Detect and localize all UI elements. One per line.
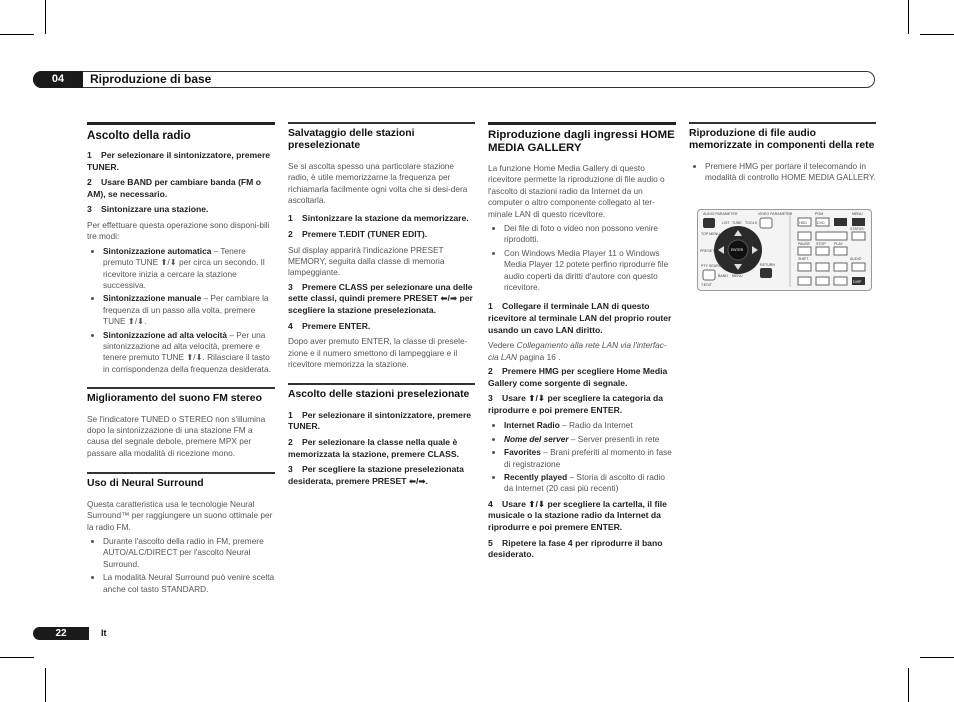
remote-label: PGM [815, 212, 824, 216]
crop-mark [0, 34, 34, 35]
section-title-radio: Ascolto della radio [87, 122, 275, 142]
save-intro: Se si ascolta spesso una particolare stazione radio, è utile memorizzarne la frequenza per richiamarla facilmente ogni volta che si desi-dera ascoltarla. [288, 160, 468, 206]
step-1: 1 Per selezionare il sintonizzatore, premere TUNER. [288, 409, 472, 432]
remote-label: PAUSE [798, 242, 810, 246]
step-5: 5 Ripetere la fase 4 per riprodurre il bano desiderato. [488, 537, 663, 560]
fm-text: Se l'indicatore TUNED o STEREO non s'illumina dopo la sintonizzazione di una stazione FM a causa del segnale debole, premere MPX per passare alla modalità di ricezione mono. [87, 413, 266, 458]
list-item: • Recently played – Storia di ascolto di radio da Internet (20 casi più recenti) [504, 472, 676, 495]
language-code: It [101, 628, 107, 638]
remote-label: PTY SEARCH [701, 264, 724, 268]
step-2: 2 Usare BAND per cambiare banda (FM o AM), se necessario. [87, 177, 261, 199]
list-item: • Sintonizzazione ad alta velocità – Per una sintonizzazione ad alta velocità, premere e tenere premuto TUNE ⬆/⬇. Rilasciare il tasto in corrispondenza della frequenza desiderata. [103, 330, 275, 376]
remote-label: RETURN [760, 263, 775, 267]
remote-label: LIST [722, 221, 730, 225]
list-item: • Favorites – Brani preferiti al momento in fase di registrazione [504, 447, 676, 470]
step-3: 3 Sintonizzare una stazione. [87, 204, 209, 215]
section-title-neural: Uso di Neural Surround [87, 472, 275, 490]
crop-mark [920, 657, 954, 658]
crop-mark [45, 668, 46, 702]
column-1 [87, 122, 275, 599]
step-1: 1 Per selezionare il sintonizzatore, premere TUNER. [87, 150, 271, 172]
remote-label: MENU [732, 274, 743, 278]
section-title-fm: Miglioramento del suono FM stereo [87, 387, 275, 405]
remote-label: VIDEO PARAMETER [758, 212, 793, 216]
list-item: • Con Windows Media Player 11 o Windows Media Player 12 potete perfino riprodurre file audio coperti da diritti d'autore con questo ricevitore. [504, 248, 676, 294]
step-1-ref: Vedere Collegamento alla rete LAN via l'interfac-cia LAN pagina 16 . [488, 340, 667, 362]
remote-label: T.EDIT [701, 283, 712, 287]
chapter-number: 04 [33, 71, 83, 88]
remote-label: AUDIO PARAMETER [703, 212, 738, 216]
hmg-notes [488, 223, 676, 293]
remote-label: DISP [853, 280, 862, 284]
remote-label: SHIFT [798, 257, 809, 261]
crop-mark [908, 668, 909, 702]
step-3: 3 Usare ⬆/⬇ per scegliere la categoria da riprodurre e poi premere ENTER. [488, 393, 664, 415]
step-3: 3 Per scegliere la stazione preselezionata desiderata, premere PRESET ⬅/➡. [288, 464, 464, 486]
crop-mark [45, 0, 46, 34]
remote-label: STATUS [850, 227, 864, 231]
remote-label: AUDIO [850, 257, 862, 261]
step-4-text: Dopo aver premuto ENTER, la classe di presele-zione e il numero smettono di lampeggiare e il ricevitore memorizza la stazione. [288, 336, 468, 370]
list-item: • Sintonizzazione automatica – Tenere premuto TUNE ⬆/⬇ per circa un secondo. Il ricevitore inizia a cercare la stazione successiva. [103, 246, 275, 292]
column-3 [488, 122, 676, 565]
section-title-save-presets: Salvataggio delle stazioni preselezionate [288, 122, 475, 153]
list-item: • Dei file di foto o video non possono venire riprodotti. [504, 223, 676, 246]
remote-label: ENTER [731, 248, 744, 252]
remote-label: PLAY [834, 242, 843, 246]
cross-reference-link[interactable]: Collegamento alla rete LAN via l'interfac-cia LAN [488, 340, 667, 362]
column-2 [288, 122, 475, 491]
remote-label: HDD [799, 221, 807, 225]
remote-label: STOP [816, 242, 826, 246]
step-2-text: Sul display apparirà l'indicazione PRESET MEMORY, seguita dalla classe di memoria lampeggiante. [288, 244, 445, 278]
step-2: 2 Premere HMG per scegliere Home Media Gallery come sorgente di segnale. [488, 366, 668, 388]
remote-label: TOP MENU [701, 232, 720, 236]
column-4 [689, 122, 876, 188]
remote-label: TOOLS [745, 221, 758, 225]
category-list [488, 420, 676, 494]
remote-label: BAND [718, 274, 728, 278]
step-4: 4 Premere ENTER. [288, 320, 371, 331]
section-title-hmg: Riproduzione dagli ingressi HOME MEDIA GALLERY [488, 122, 676, 155]
crop-mark [0, 657, 34, 658]
neural-text: Questa caratteristica usa le tecnologie Neural Surround™ per raggiungere un suono ottimale per la radio FM. [87, 498, 273, 532]
list-item: • Premere HMG per portare il telecomando in modalità di controllo HOME MEDIA GALLERY. [705, 161, 876, 184]
step-2: 2 Premere T.EDIT (TUNER EDIT). [288, 229, 428, 240]
section-title-listen-presets: Ascolto delle stazioni preselezionate [288, 383, 475, 401]
hmg-intro: La funzione Home Media Gallery di questo ricevitore permette la riproduzione di file audio o l'ascolto di stazioni radio da Internet da un computer o altro componente collegato al ter-minale LAN di questo ricevitore. [488, 163, 665, 219]
remote-control-illustration [697, 209, 872, 291]
list-item: • Internet Radio – Radio da Internet [504, 420, 676, 431]
remote-label: PRESET [700, 249, 715, 253]
remote-label: TUNE [732, 221, 742, 225]
crop-mark [920, 34, 954, 35]
step-2: 2 Per selezionare la classe nella quale è memorizzata la stazione, premere CLASS. [288, 437, 459, 459]
neural-list [87, 536, 275, 595]
chapter-title: Riproduzione di base [90, 72, 212, 86]
page-number: 22 [33, 627, 89, 640]
network-notes [689, 161, 876, 184]
list-item: • Durante l'ascolto della radio in FM, premere AUTO/ALC/DIRECT per l'ascolto Neural Surround. [103, 536, 275, 570]
step-1: 1 Sintonizzare la stazione da memorizzare. [288, 213, 469, 224]
list-item: • Sintonizzazione manuale – Per cambiare la frequenza di un passo alla volta, premere TUNE ⬆/⬇. [103, 293, 275, 327]
remote-label: MENU [852, 212, 863, 216]
list-item: • La modalità Neural Surround può venire scelta anche col tasto STANDARD. [103, 572, 275, 595]
tuning-methods-list [87, 246, 275, 375]
list-item: • Nome del server – Server presenti in rete [504, 434, 676, 445]
step-4: 4 Usare ⬆/⬇ per scegliere la cartella, il file musicale o la stazione radio da Internet da riprodurre e poi premere ENTER. [488, 498, 667, 533]
tuning-intro: Per effettuare questa operazione sono disponi-bili tre modi: [87, 219, 270, 242]
step-3: 3 Premere CLASS per selezionare una delle sette classi, quindi premere PRESET ⬅/➡ per scegliere la stazione preselezionata. [288, 281, 473, 316]
crop-mark [908, 0, 909, 34]
section-title-network-audio: Riproduzione di file audio memorizzate in componenti della rete [689, 122, 876, 153]
remote-label: DVD [817, 221, 825, 225]
step-1: 1 Collegare il terminale LAN di questo ricevitore al terminale LAN del proprio router usando un cavo LAN diritto. [488, 301, 672, 335]
